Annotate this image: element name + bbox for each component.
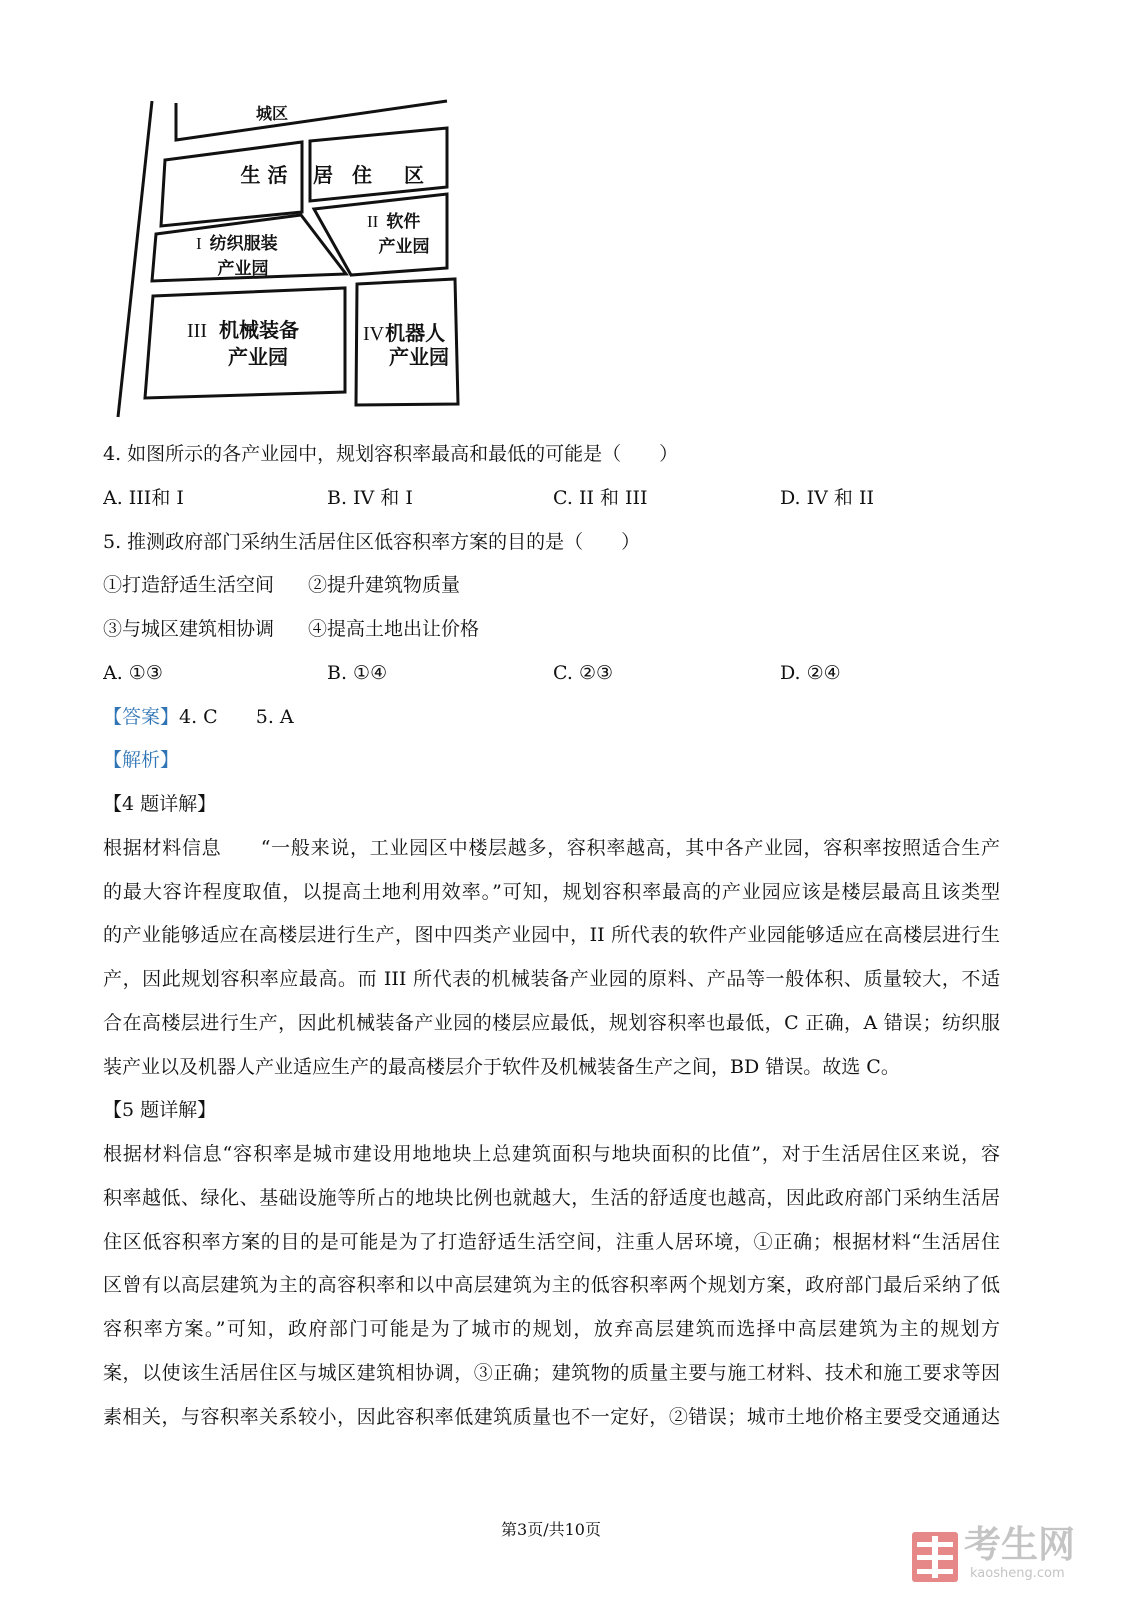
park-iv-numeral: IV <box>363 323 385 345</box>
explanation-5-line: 素相关，与容积率关系较小，因此容积率低建筑质量也不一定好，②错误；城市土地价格主要受交通通达 <box>103 1405 1000 1428</box>
question-5-statements-row <box>103 608 1000 652</box>
urban-area-label: 城区 <box>255 104 289 123</box>
park-iii-numeral: III <box>187 320 207 342</box>
answer-item-4: 4. C <box>179 705 218 728</box>
answer-line <box>103 696 1000 740</box>
park-i-label <box>196 233 278 254</box>
question-4-options <box>103 477 1000 521</box>
question-5-option-c: C. ②③ <box>553 661 614 684</box>
explanation-5-line: 区曾有以高层建筑为主的高容积率和以中高层建筑为主的低容积率两个规划方案，政府部门最后采纳了低 <box>103 1274 1000 1297</box>
park-iii-name: 机械装备 <box>218 318 299 342</box>
urban-area-boundary <box>176 101 447 140</box>
explanation-4-line: 产，因此规划容积率应最高。而 III 所代表的机械装备产业园的原料、产品等一般体积、质量较大，不适 <box>103 968 1000 990</box>
residential-zone-label-west: 生 活 <box>240 163 288 187</box>
industrial-park-layout-diagram <box>0 90 480 430</box>
question-5-statement-2: ②提升建筑物质量 <box>308 574 461 597</box>
park-i-name: 纺织服装 <box>209 234 278 254</box>
question-4-option-c: C. II 和 III <box>553 486 648 509</box>
park-iv-name: 机器人 <box>385 321 446 345</box>
diagram-outlines <box>118 101 458 417</box>
question-content <box>103 433 1000 1439</box>
question-5-option-a: A. ①③ <box>103 661 163 684</box>
explanation-5-line: 根据材料信息“容积率是城市建设用地地块上总建筑面积与地块面积的比值”，对于生活居住区来说，容 <box>103 1143 1000 1165</box>
park-ii-block <box>314 194 447 275</box>
park-i-suffix: 产业园 <box>217 259 269 279</box>
explanation-4-line: 装产业以及机器人产业适应生产的最高楼层介于软件及机械装备生产之间，BD 错误。故选 C。 <box>103 1055 900 1078</box>
park-i-numeral: I <box>196 234 202 253</box>
park-iii-block <box>145 288 345 398</box>
park-ii-name: 软件 <box>386 212 421 232</box>
question-5-option-b: B. ①④ <box>327 661 388 684</box>
question-5-statements-row <box>103 564 1000 608</box>
kaosheng-logo-icon <box>912 1532 958 1582</box>
watermark-domain: kaosheng.com <box>970 1566 1065 1581</box>
question-5-options <box>103 652 1000 696</box>
explanation-4-line: 的最大容许程度取值，以提高土地利用效率。”可知，规划容积率最高的产业园应该是楼层最高且该类型 <box>103 880 1000 903</box>
explanation-4-line: 的产业能够适应在高楼层进行生产，图中四类产业园中，II 所代表的软件产业园能够适应在高楼层进行生 <box>103 924 1000 947</box>
question-5-stem: 5. 推测政府部门采纳生活居住区低容积率方案的目的是（ ） <box>103 530 641 553</box>
question-5-statement-1: ①打造舒适生活空间 <box>103 574 275 597</box>
question-4-option-b: B. IV 和 I <box>327 486 413 509</box>
park-iii-label <box>187 318 299 342</box>
watermark-site-name: 考生网 <box>964 1523 1075 1566</box>
explanation-4-line: 合在高楼层进行生产，因此机械装备产业园的楼层应最低，规划容积率也最低，C 正确，A 错误；纺织服 <box>103 1011 1000 1034</box>
explanation-5-line: 积率越低、绿化、基础设施等所占的地块比例也就越大，生活的舒适度也越高，因此政府部门采纳生活居 <box>103 1186 1000 1209</box>
section-heading-4: 【4 题详解】 <box>103 793 217 815</box>
explanation-5-line: 住区低容积率方案的目的是可能是为了打造舒适生活空间，注重人居环境，①正确；根据材料“生活居住 <box>103 1230 1000 1253</box>
park-iii-suffix: 产业园 <box>228 345 288 369</box>
residential-zone-label-east: 居 住 区 <box>313 163 430 187</box>
park-ii-numeral: II <box>367 212 379 231</box>
question-4-option-d: D. IV 和 II <box>780 486 874 509</box>
park-ii-suffix: 产业园 <box>378 237 430 257</box>
question-5-statement-3: ③与城区建筑相协调 <box>103 618 275 640</box>
answer-label: 【答案】 <box>103 705 180 728</box>
analysis-label: 【解析】 <box>103 749 180 772</box>
page-number: 第3页/共10页 <box>501 1520 601 1539</box>
section-heading-5: 【5 题详解】 <box>103 1099 217 1122</box>
explanation-5-line: 容积率方案。”可知，政府部门可能是为了城市的规划，放弃高层建筑而选择中高层建筑为主的规划方 <box>103 1318 1000 1340</box>
park-ii-label <box>367 211 420 232</box>
explanation-4-line: 根据材料信息 “一般来说，工业园区中楼层越多，容积率越高，其中各产业园，容积率按照适合生产 <box>103 836 1000 859</box>
park-iv-suffix: 产业园 <box>389 345 449 369</box>
question-5-statement-4: ④提高土地出让价格 <box>308 618 480 640</box>
answer-item-5: 5. A <box>255 705 294 728</box>
question-5-option-d: D. ②④ <box>780 661 841 684</box>
explanation-5-line: 案，以使该生活居住区与城区建筑相协调，③正确；建筑物的质量主要与施工材料、技术和施工要求等因 <box>103 1361 1000 1384</box>
question-4-option-a: A. III和 I <box>103 486 184 509</box>
question-4-stem: 4. 如图所示的各产业园中，规划容积率最高和最低的可能是（ ） <box>103 443 679 465</box>
park-iv-label <box>363 321 445 345</box>
